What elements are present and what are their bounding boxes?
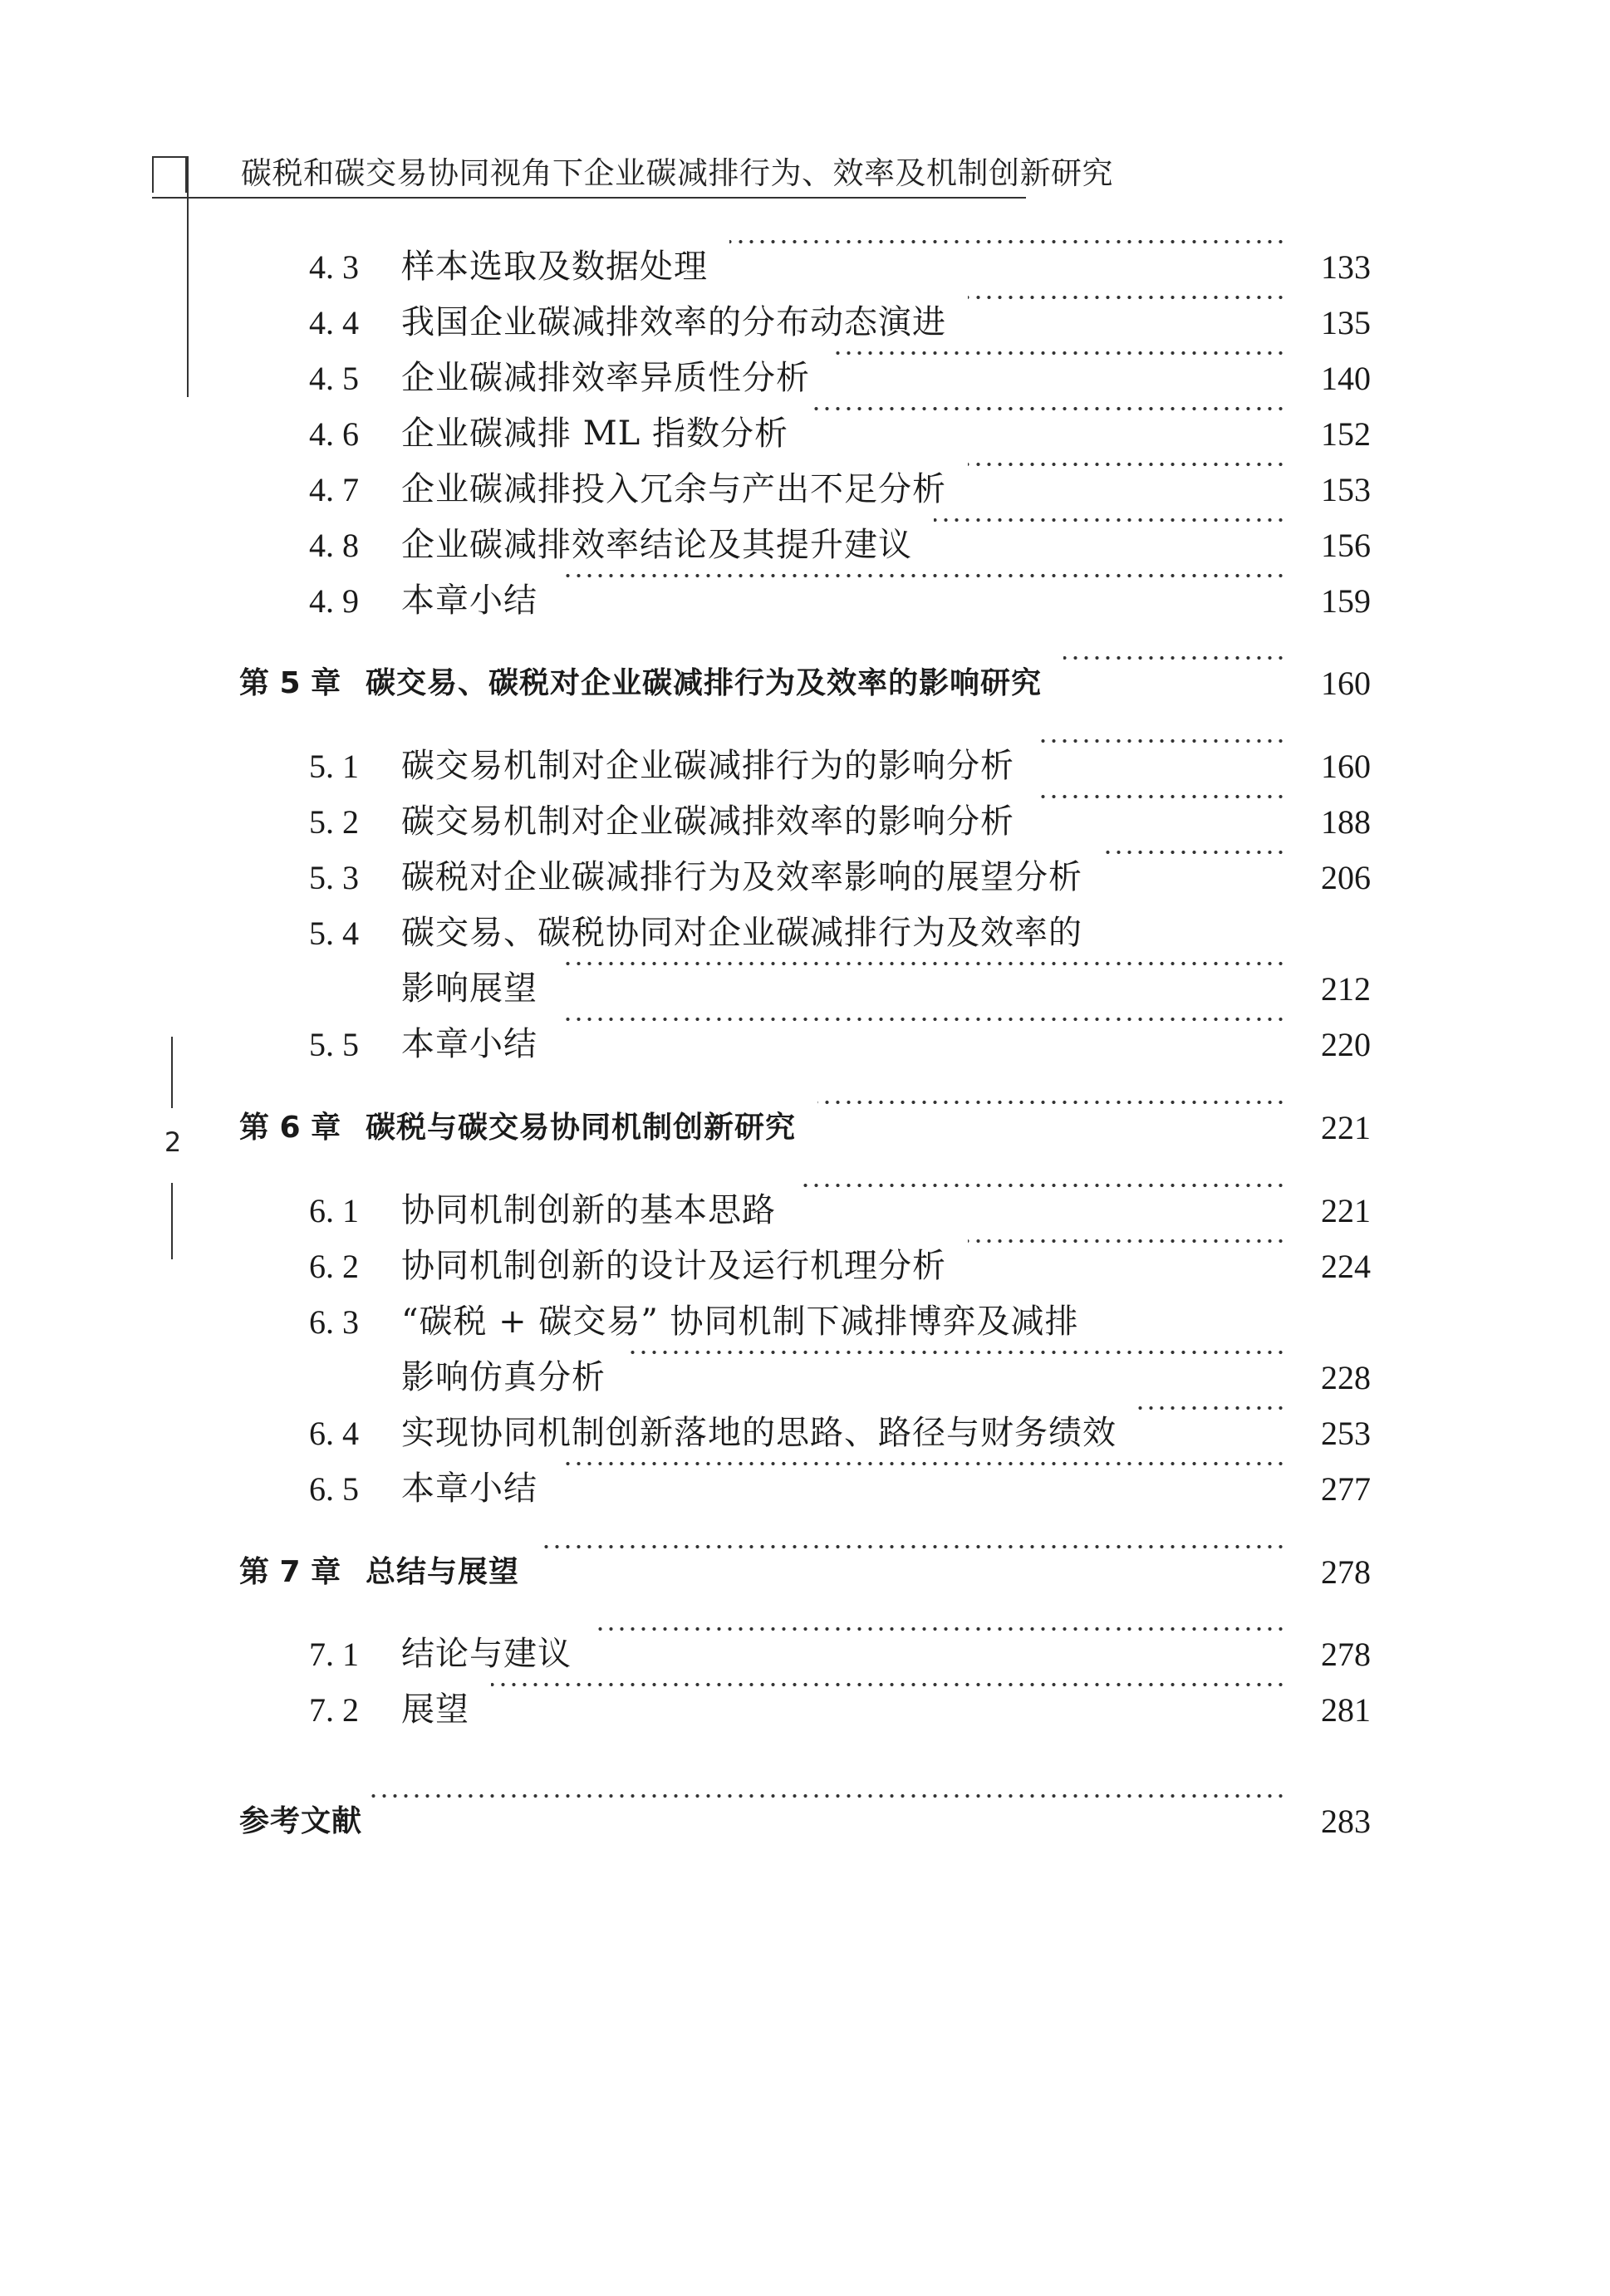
toc-section-row[interactable]	[0, 1183, 1610, 1239]
section-number: 4. 5	[309, 360, 359, 397]
chapter-number: 第 6 章	[239, 1111, 341, 1145]
toc-section-row[interactable]	[0, 850, 1610, 905]
page-ref: 277	[1321, 1470, 1371, 1508]
toc-section-row[interactable]	[0, 738, 1610, 794]
page-ref: 212	[1321, 970, 1371, 1008]
section-number: 5. 2	[309, 803, 359, 841]
dot-leader	[968, 1239, 1286, 1244]
header-rule	[152, 197, 1026, 199]
dot-leader	[1138, 1406, 1286, 1410]
toc-section-row[interactable]	[0, 239, 1610, 295]
section-title: 企业碳减排效率结论及其提升建议	[401, 526, 912, 564]
page-ref: 253	[1321, 1415, 1371, 1452]
toc-section-row[interactable]	[0, 1294, 1610, 1350]
section-number: 7. 1	[309, 1636, 359, 1673]
toc-section-row[interactable]	[0, 1239, 1610, 1294]
page-ref: 153	[1321, 471, 1371, 508]
section-number: 5. 3	[309, 859, 359, 896]
toc-section-row[interactable]	[0, 295, 1610, 351]
section-title: 碳税对企业碳减排行为及效率影响的展望分析	[401, 858, 1082, 896]
page-ref: 133	[1321, 248, 1371, 286]
dot-leader	[559, 1461, 1286, 1466]
dot-leader	[817, 1100, 1286, 1105]
page-ref: 188	[1321, 803, 1371, 841]
section-number: 4. 6	[309, 415, 359, 453]
page-ref: 220	[1321, 1026, 1371, 1063]
dot-leader	[559, 1017, 1286, 1022]
dot-leader	[559, 573, 1286, 578]
dot-leader	[1036, 738, 1286, 743]
page-ref: 160	[1321, 665, 1371, 702]
chapter-title: 总结与展望	[366, 1555, 520, 1589]
section-title: 碳交易机制对企业碳减排行为的影响分析	[401, 747, 1014, 785]
page-ref: 159	[1321, 582, 1371, 620]
section-title: 本章小结	[401, 581, 537, 620]
toc-section-row[interactable]	[0, 1682, 1610, 1738]
toc-section-row[interactable]	[0, 406, 1610, 462]
dot-leader	[968, 295, 1286, 300]
dot-leader	[729, 239, 1286, 244]
section-number: 4. 4	[309, 304, 359, 341]
section-number: 4. 7	[309, 471, 359, 508]
toc-section-row[interactable]	[0, 518, 1610, 573]
dot-leader	[366, 1793, 1286, 1798]
dot-leader	[968, 462, 1286, 467]
section-title: 本章小结	[401, 1469, 537, 1508]
toc-section-row[interactable]	[0, 1461, 1610, 1517]
section-title: 企业碳减排效率异质性分析	[401, 359, 810, 397]
toc-section-row[interactable]	[0, 462, 1610, 518]
toc-chapter-row[interactable]	[0, 655, 1610, 711]
toc-section-row[interactable]	[0, 1626, 1610, 1682]
chapter-title: 碳税与碳交易协同机制创新研究	[366, 1111, 797, 1145]
section-number: 6. 2	[309, 1248, 359, 1285]
section-number: 4. 9	[309, 582, 359, 620]
section-title: 实现协同机制创新落地的思路、路径与财务绩效	[401, 1414, 1117, 1452]
page-ref: 278	[1321, 1636, 1371, 1673]
page-ref: 160	[1321, 748, 1371, 785]
dot-leader	[491, 1682, 1286, 1687]
toc-section-row[interactable]	[0, 794, 1610, 850]
dot-leader	[1036, 794, 1286, 799]
toc-section-row[interactable]	[0, 1017, 1610, 1072]
page-ref: 283	[1321, 1803, 1371, 1840]
section-number: 6. 3	[309, 1303, 359, 1341]
section-title: 协同机制创新的基本思路	[401, 1191, 776, 1229]
dot-leader	[541, 1544, 1286, 1549]
section-title-continued: 影响仿真分析	[401, 1358, 606, 1396]
section-title: 协同机制创新的设计及运行机理分析	[401, 1247, 946, 1285]
section-title: 碳交易机制对企业碳减排效率的影响分析	[401, 802, 1014, 841]
section-number: 6. 1	[309, 1192, 359, 1229]
section-title: 企业碳减排投入冗余与产出不足分析	[401, 470, 946, 508]
page-ref: 221	[1321, 1192, 1371, 1229]
header-corner-mark	[152, 156, 187, 193]
page-ref: 135	[1321, 304, 1371, 341]
running-header-title: 碳税和碳交易协同视角下企业碳减排行为、效率及机制创新研究	[241, 155, 1113, 191]
page-ref: 140	[1321, 360, 1371, 397]
section-title: “碳税 + 碳交易” 协同机制下减排博弈及减排	[401, 1303, 1079, 1341]
section-number: 5. 1	[309, 748, 359, 785]
section-number: 5. 5	[309, 1026, 359, 1063]
toc-section-row[interactable]	[0, 905, 1610, 961]
chapter-title: 碳交易、碳税对企业碳减排行为及效率的影响研究	[366, 666, 1043, 700]
toc-chapter-row[interactable]	[0, 1100, 1610, 1155]
page-ref: 281	[1321, 1691, 1371, 1729]
dot-leader	[559, 961, 1286, 966]
dot-leader	[593, 1626, 1286, 1631]
section-number: 5. 4	[309, 915, 359, 952]
chapter-number: 第 7 章	[239, 1555, 341, 1589]
toc-section-row-continued[interactable]	[0, 961, 1610, 1017]
page-number: 2	[164, 1126, 182, 1158]
section-title: 结论与建议	[401, 1635, 572, 1673]
section-number: 4. 8	[309, 527, 359, 564]
page-ref: 228	[1321, 1359, 1371, 1396]
toc-bibliography-row[interactable]	[0, 1793, 1610, 1849]
page-ref: 278	[1321, 1553, 1371, 1591]
toc-section-row[interactable]	[0, 351, 1610, 406]
dot-leader	[1104, 850, 1286, 855]
toc-chapter-row[interactable]	[0, 1544, 1610, 1600]
page-ref: 221	[1321, 1109, 1371, 1146]
dot-leader	[832, 351, 1286, 356]
dot-leader	[1063, 655, 1286, 660]
page-ref: 224	[1321, 1248, 1371, 1285]
dot-leader	[798, 1183, 1286, 1188]
section-number: 6. 4	[309, 1415, 359, 1452]
page-ref: 152	[1321, 415, 1371, 453]
page-ref: 206	[1321, 859, 1371, 896]
bibliography-title: 参考文献	[239, 1804, 363, 1838]
dot-leader	[934, 518, 1286, 522]
dot-leader	[810, 406, 1286, 411]
section-title: 碳交易、碳税协同对企业碳减排行为及效率的	[401, 914, 1082, 952]
section-title: 本章小结	[401, 1025, 537, 1063]
section-title: 展望	[401, 1690, 469, 1729]
section-number: 6. 5	[309, 1470, 359, 1508]
section-title: 我国企业碳减排效率的分布动态演进	[401, 303, 946, 341]
toc-section-row[interactable]	[0, 573, 1610, 629]
page-ref: 156	[1321, 527, 1371, 564]
section-title: 企业碳减排 ML 指数分析	[401, 415, 788, 453]
section-number: 4. 3	[309, 248, 359, 286]
toc-section-row[interactable]	[0, 1406, 1610, 1461]
toc-section-row-continued[interactable]	[0, 1350, 1610, 1406]
section-title-continued: 影响展望	[401, 969, 537, 1008]
section-title: 样本选取及数据处理	[401, 248, 708, 286]
chapter-number: 第 5 章	[239, 666, 341, 700]
section-number: 7. 2	[309, 1691, 359, 1729]
dot-leader	[627, 1350, 1286, 1355]
